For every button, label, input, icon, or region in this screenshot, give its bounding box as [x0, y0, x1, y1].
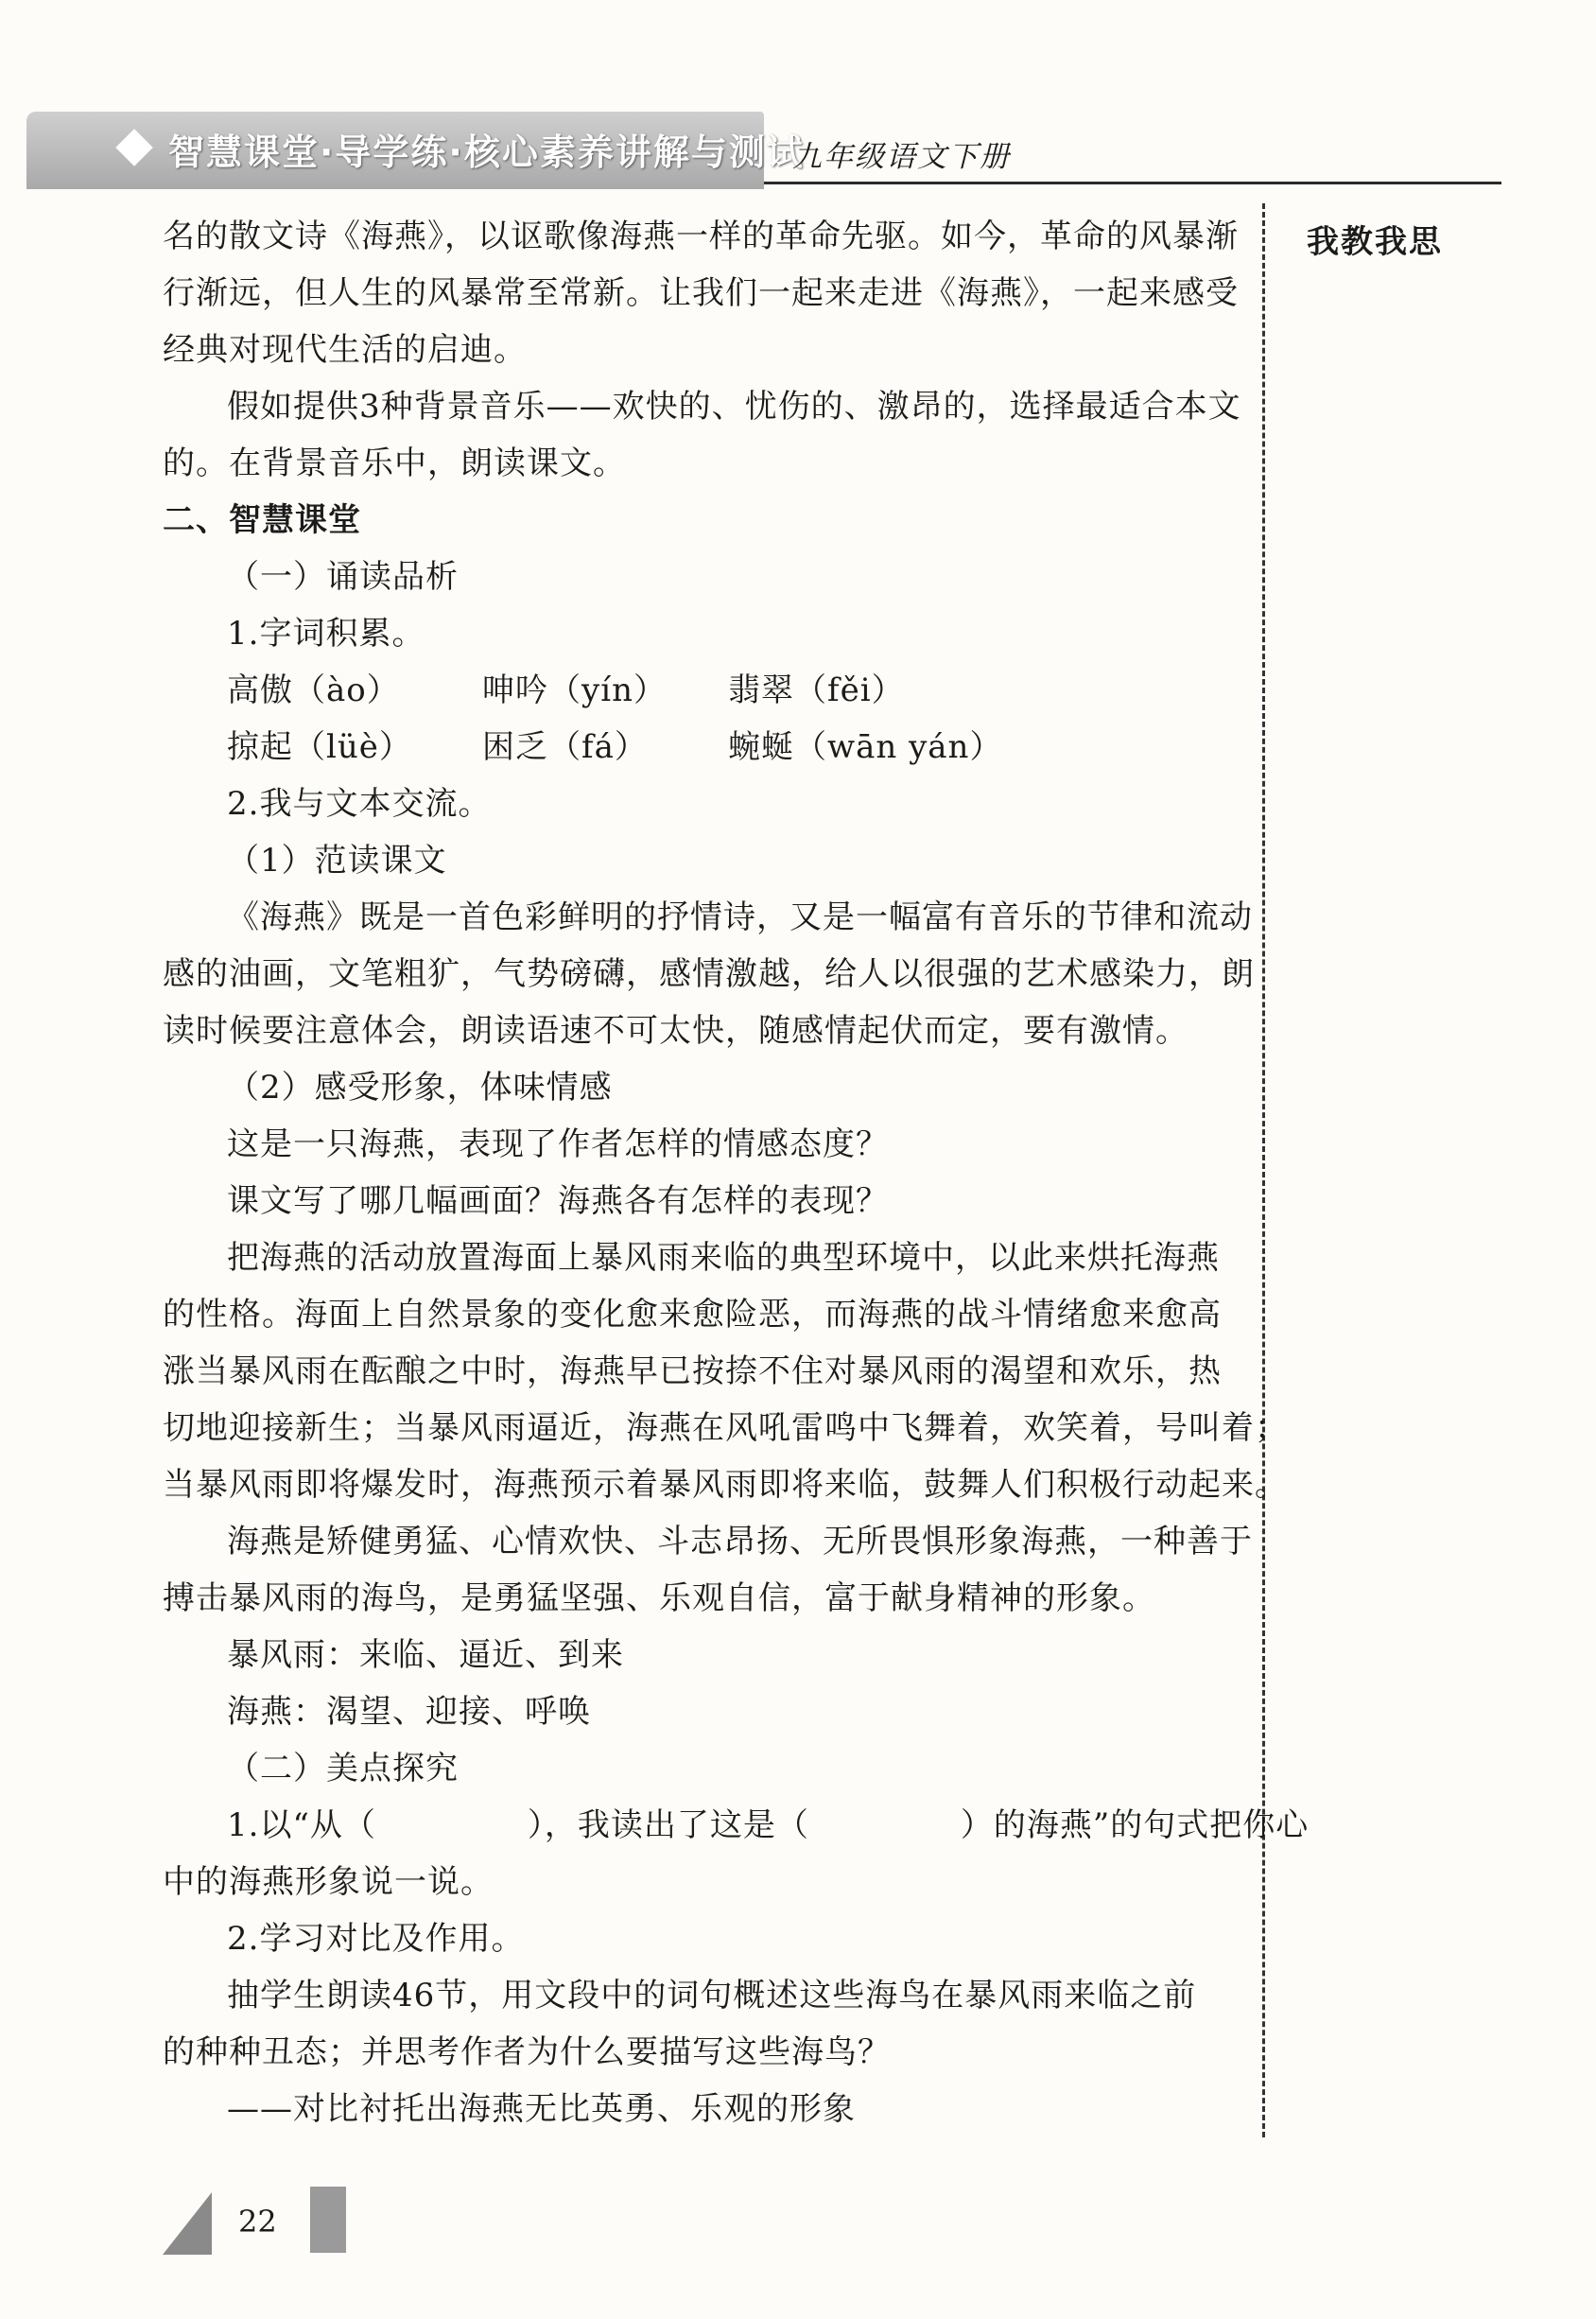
vocab-item: 困乏（fá）	[482, 728, 648, 766]
side-note-label: 我教我思	[1307, 223, 1443, 261]
text-line: 假如提供3种背景音乐——欢快的、忧伤的、激昂的，选择最适合本文	[227, 388, 1241, 426]
footer-block	[310, 2187, 346, 2253]
text-line: 2.我与文本交流。	[227, 785, 492, 823]
text-line: 搏击暴风雨的海鸟，是勇猛坚强、乐观自信，富于献身精神的形象。	[163, 1579, 1155, 1617]
page-number: 22	[238, 2204, 277, 2240]
text-line: 这是一只海燕，表现了作者怎样的情感态度？	[227, 1125, 889, 1163]
fill-part: 1.以“从（	[227, 1806, 376, 1844]
text-line: 经典对现代生活的启迪。	[163, 331, 527, 369]
vocab-item: 掠起（lüè）	[227, 728, 412, 766]
footer-triangle	[163, 2192, 212, 2255]
text-line: 名的散文诗《海燕》，以讴歌像海燕一样的革命先驱。如今，革命的风暴渐	[163, 218, 1239, 255]
text-line: 暴风雨：来临、逼近、到来	[227, 1636, 624, 1674]
vocab-item: 高傲（ào）	[227, 671, 400, 709]
text-line: 的。在背景音乐中，朗读课文。	[163, 445, 626, 482]
header-rule	[764, 182, 1501, 184]
section-heading: 二、智慧课堂	[163, 501, 361, 539]
vocab-item: 呻吟（yín）	[482, 671, 667, 709]
text-line: 读时候要注意体会，朗读语速不可太快，随感情起伏而定，要有激情。	[163, 1012, 1188, 1050]
vocab-row	[163, 662, 1250, 719]
text-line: ——对比衬托出海燕无比英勇、乐观的形象	[227, 2090, 856, 2128]
fill-in-line	[163, 1797, 1310, 1854]
text-line: 抽学生朗读46节，用文段中的词句概述这些海鸟在暴风雨来临之前	[227, 1977, 1197, 2014]
text-line: （2）感受形象，体味情感	[227, 1069, 613, 1107]
header-title: 智慧课堂·导学练·核心素养讲解与测试	[168, 131, 805, 173]
text-line: 中的海燕形象说一说。	[163, 1863, 494, 1901]
text-line: 《海燕》既是一首色彩鲜明的抒情诗，又是一幅富有音乐的节律和流动	[227, 898, 1253, 936]
text-line: 切地迎接新生；当暴风雨逼近，海燕在风吼雷鸣中飞舞着，欢笑着，号叫着；	[163, 1409, 1288, 1447]
text-line: 2.学习对比及作用。	[227, 1920, 525, 1958]
vocab-item: 蜿蜒（wān yán）	[728, 728, 1003, 766]
main-text	[163, 208, 1310, 2137]
diamond-icon	[115, 129, 153, 166]
text-line: 行渐远，但人生的风暴常至常新。让我们一起来走进《海燕》，一起来感受	[163, 274, 1239, 312]
text-line: （1）范读课文	[227, 842, 447, 880]
text-line: 感的油画，文笔粗犷，气势磅礴，感情激越，给人以很强的艺术感染力，朗	[163, 955, 1255, 993]
fill-part: ）的海燕”的句式把你心	[960, 1806, 1310, 1844]
header-banner	[26, 112, 805, 189]
text-line: 课文写了哪几幅画面？海燕各有怎样的表现？	[227, 1182, 889, 1220]
text-line: 把海燕的活动放置海面上暴风雨来临的典型环境中，以此来烘托海燕	[227, 1239, 1220, 1277]
subsection-heading: （二）美点探究	[227, 1750, 459, 1787]
text-line: 涨当暴风雨在酝酿之中时，海燕早已按捺不住对暴风雨的渴望和欢乐，热	[163, 1352, 1222, 1390]
subsection-heading: （一）诵读品析	[227, 558, 459, 596]
text-line: 1.字词积累。	[227, 615, 425, 653]
text-line: 海燕是矫健勇猛、心情欢快、斗志昂扬、无所畏惧形象海燕，一种善于	[227, 1523, 1253, 1561]
text-line: 的性格。海面上自然景象的变化愈来愈险恶，而海燕的战斗情绪愈来愈高	[163, 1296, 1222, 1334]
vocab-item: 翡翠（fěi）	[728, 671, 905, 709]
fill-part: ），我读出了这是（	[527, 1806, 809, 1844]
vocab-row	[163, 719, 1250, 776]
text-line: 的种种丑态；并思考作者为什么要描写这些海鸟？	[163, 2033, 891, 2071]
text-line: 海燕：渴望、迎接、呼唤	[227, 1693, 591, 1731]
text-line: 当暴风雨即将爆发时，海燕预示着暴风雨即将来临，鼓舞人们积极行动起来。	[163, 1466, 1288, 1504]
book-title: 九年级语文下册	[792, 140, 1011, 174]
